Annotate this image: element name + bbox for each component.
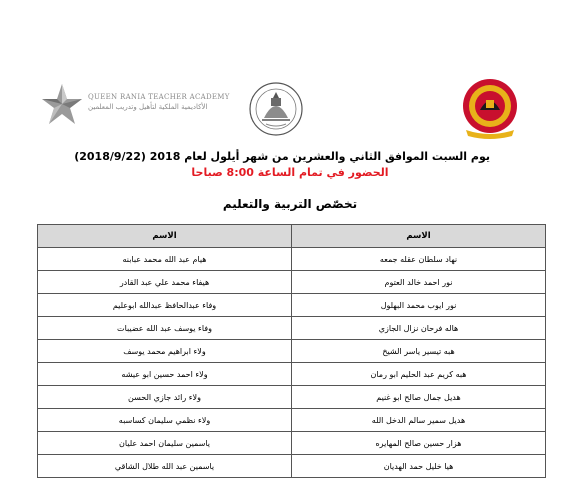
academy-name-en: QUEEN RANIA TEACHER ACADEMY [88, 93, 230, 101]
column-header-left: الاسم [38, 225, 292, 248]
academy-logo [40, 82, 230, 132]
name-cell: ولاء نظمي سليمان كساسبه [38, 409, 292, 432]
attendance-time-line: الحضور في تمام الساعة 8:00 صباحا [191, 166, 389, 179]
names-table [37, 224, 546, 478]
name-cell: وفاء عبدالحافظ عبدالله ابوعليم [38, 294, 292, 317]
table-row [38, 455, 546, 478]
table-row [38, 409, 546, 432]
name-cell: هبه تيسير ياسر الشيخ [292, 340, 546, 363]
name-cell: هديل سمير سالم الدخل الله [292, 409, 546, 432]
ministry-emblem-icon [248, 80, 304, 138]
name-cell: نهاد سلطان عقله جمعه [292, 248, 546, 271]
academy-star-icon [40, 82, 84, 126]
name-cell: هاله فرحان نزال الجازي [292, 317, 546, 340]
date-line: يوم السبت الموافق الثاني والعشرين من شهر أيلول لعام 2018 (2018/9/22) [74, 150, 490, 163]
name-cell: هديل جمال صالح ابو غنيم [292, 386, 546, 409]
table-row [38, 363, 546, 386]
name-cell: هبه كريم عبد الحليم ابو رمان [292, 363, 546, 386]
table-row [38, 432, 546, 455]
table-row [38, 271, 546, 294]
name-cell: هيام عبد الله محمد عبابنه [38, 248, 292, 271]
name-cell: نور ايوب محمد البهلول [292, 294, 546, 317]
table-row [38, 294, 546, 317]
table-header-row [38, 225, 546, 248]
name-cell: هزار حسين صالح المهايره [292, 432, 546, 455]
name-cell: نور احمد خالد العتوم [292, 271, 546, 294]
name-cell: ولاء ابراهيم محمد يوسف [38, 340, 292, 363]
name-cell: هيا خليل حمد الهديان [292, 455, 546, 478]
name-cell: ولاء احمد حسين ابو عيشه [38, 363, 292, 386]
name-cell: ولاء رائد جازي الحسن [38, 386, 292, 409]
table-row [38, 317, 546, 340]
specialization-title: تخصّص التربية والتعليم [222, 197, 358, 211]
name-cell: ياسمين عبد الله طلال الشاقي [38, 455, 292, 478]
column-header-right: الاسم [292, 225, 546, 248]
table-row [38, 340, 546, 363]
table-row [38, 386, 546, 409]
name-cell: وفاء يوسف عبد الله عضيبات [38, 317, 292, 340]
academy-name-ar: الأكاديمية الملكية لتأهيل وتدريب المعلمين [88, 103, 208, 111]
school-emblem-icon [458, 76, 522, 140]
table-row [38, 248, 546, 271]
name-cell: هيفاء محمد علي عبد القادر [38, 271, 292, 294]
name-cell: ياسمين سليمان احمد عليان [38, 432, 292, 455]
